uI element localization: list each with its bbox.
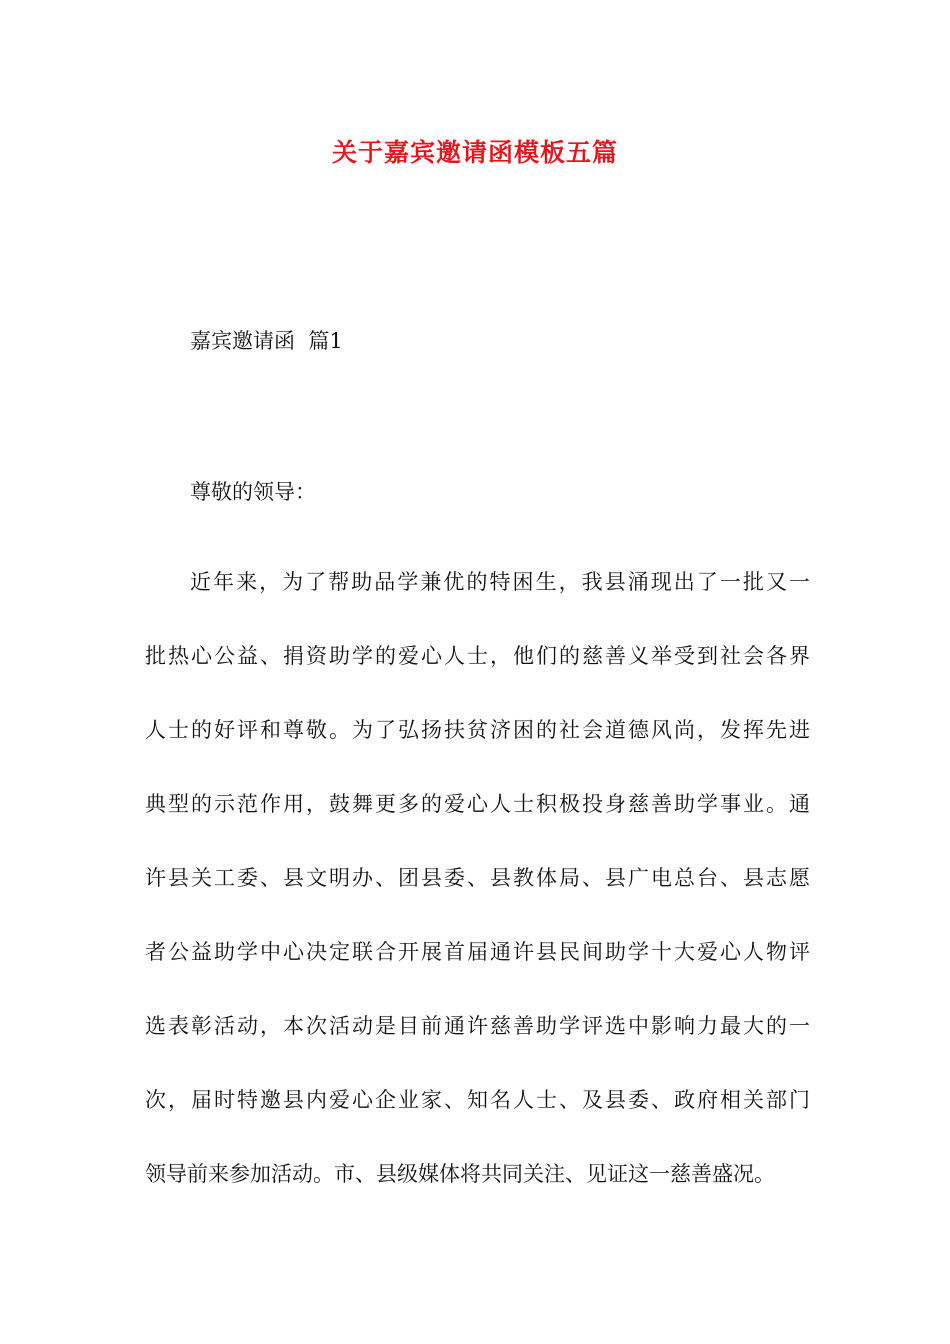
paragraph-line: 选表彰活动，本次活动是目前通许慈善助学评选中影响力最大的一	[145, 1014, 810, 1038]
paragraph-line: 许县关工委、县文明办、团县委、县教体局、县广电总台、县志愿	[145, 866, 810, 890]
paragraph-line: 批热心公益、捐资助学的爱心人士，他们的慈善义举受到社会各界	[145, 644, 810, 668]
paragraph-line: 人士的好评和尊敬。为了弘扬扶贫济困的社会道德风尚，发挥先进	[145, 718, 810, 742]
body-paragraph	[145, 545, 810, 1211]
section-heading: 嘉宾邀请函 篇1	[190, 329, 343, 353]
paragraph-line: 者公益助学中心决定联合开展首届通许县民间助学十大爱心人物评	[145, 940, 810, 964]
document-title: 关于嘉宾邀请函模板五篇	[331, 138, 618, 167]
paragraph-line: 次，届时特邀县内爱心企业家、知名人士、及县委、政府相关部门	[145, 1088, 810, 1112]
paragraph-line: 近年来，为了帮助品学兼优的特困生，我县涌现出了一批又一	[190, 570, 810, 594]
paragraph-line: 领导前来参加活动。市、县级媒体将共同关注、见证这一慈善盛况。	[145, 1162, 775, 1186]
salutation: 尊敬的领导：	[190, 480, 316, 504]
paragraph-line: 典型的示范作用，鼓舞更多的爱心人士积极投身慈善助学事业。通	[145, 792, 810, 816]
